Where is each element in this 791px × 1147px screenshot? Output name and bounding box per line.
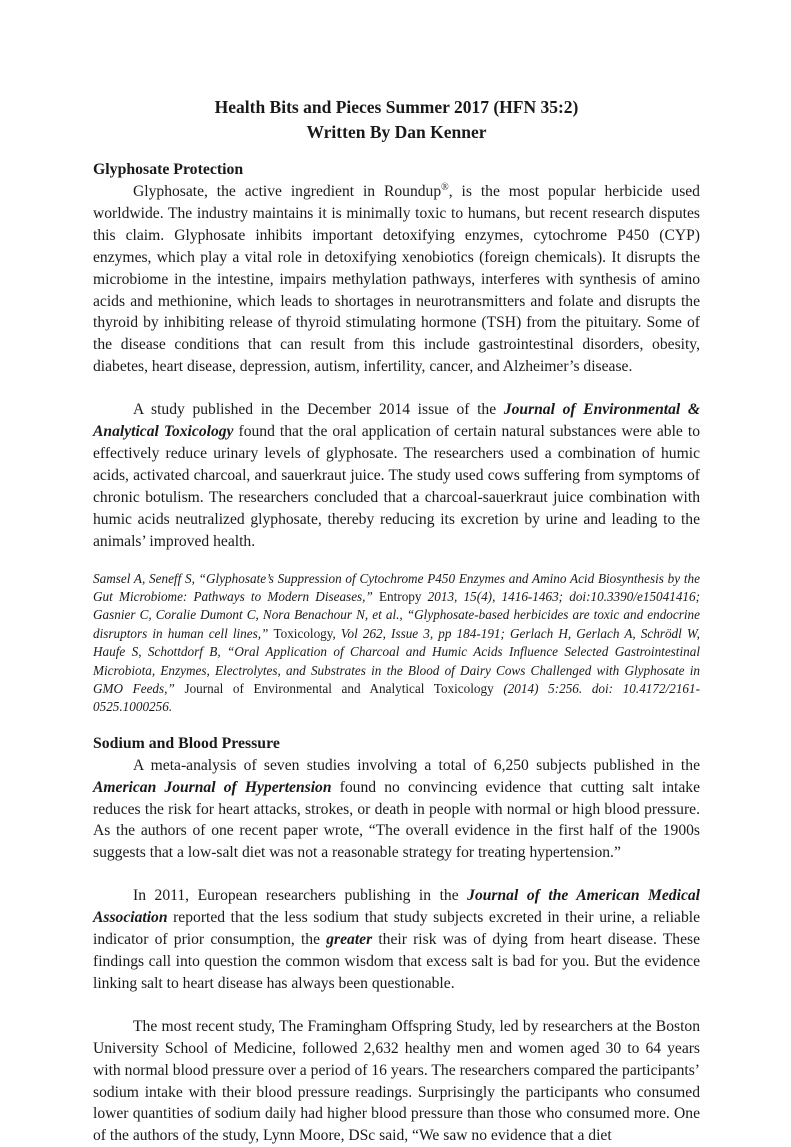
section-heading-glyphosate: Glyphosate Protection xyxy=(93,161,244,178)
paragraph-sodium-2: In 2011, European researchers publishing in the Journal of the American Medical Association reported that the less sodium that study subjects excreted in their urine, a reliable indicator of prior consumption, the greater their risk was of dying from heart disease. These findings call into question the common wisdom that excess salt is bad for you. But the evidence linking salt to heart disease has always been questionable. xyxy=(93,887,701,992)
paragraph-glyphosate-1: Glyphosate, the active ingredient in Roundup®, is the most popular herbicide used worldwide. The industry maintains it is minimally toxic to humans, but recent research disputes this claim. Glyphosate inhibits important detoxifying enzymes, cytochrome P450 (CYP) enzymes, which play a vital role in detoxifying xenobiotics (foreign chemicals). It disrupts the microbiome in the intestine, impairs methylation pathways, interferes with synthesis of amino acids and methionine, which leads to shortages in neurotransmitters and folate and disrupts the thyroid by inhibiting release of thyroid stimulating hormone (TSH) from the pituitary. Some of the disease conditions that can result from this include gastrointestinal disorders, obesity, diabetes, heart disease, depression, autism, infertility, cancer, and Alzheimer’s disease. xyxy=(93,181,700,376)
paragraph-sodium-3: The most recent study, The Framingham Offspring Study, led by researchers at the Boston University School of Medicine, followed 2,632 healthy men and women aged 30 to 64 years with normal blood pressure over a period of 16 years. The researchers compared the participants’ sodium intake with their blood pressure readings. Surprisingly the participants who consumed lower quantities of sodium daily had higher blood pressure than those who consumed more. One of the authors of the study, Lynn Moore, DSc said, “We saw no evidence that a diet xyxy=(93,1017,700,1145)
section-heading-sodium: Sodium and Blood Pressure xyxy=(93,734,280,752)
paragraph-sodium-1: A meta-analysis of seven studies involving a total of 6,250 subjects published in the American Journal of Hypertension found no convincing evidence that cutting salt intake reduces the risk for heart attacks, strokes, or death in people with normal or high blood pressure. As the authors of one recent paper wrote, “The overall evidence in the first half of the 1900s suggests that a low-salt diet was not a reasonable strategy for treating hypertension.” xyxy=(93,756,700,862)
section-sodium-blood-pressure xyxy=(93,733,700,1147)
document-title: Health Bits and Pieces Summer 2017 (HFN 35:2) xyxy=(214,97,579,117)
section-glyphosate-protection xyxy=(93,159,700,717)
paragraph-glyphosate-2: A study published in the December 2014 issue of the Journal of Environmental & Analytical Toxicology found that the oral application of certain natural substances were able to effectively reduce urinary levels of glyphosate. The researchers used a combination of humic acids, activated charcoal, and sauerkraut juice. The study used cows suffering from symptoms of chronic botulism. The researchers concluded that a charcoal-sauerkraut juice combination with humic acids neutralized glyphosate, thereby reducing its excretion by urine and leading to the animals’ improved health. xyxy=(93,401,700,550)
citation-block: Samsel A, Seneff S, “Glyphosate’s Suppression of Cytochrome P450 Enzymes and Amino Acid Biosynthesis by the Gut Microbiome: Pathways to Modern Diseases,” Entropy 2013, 15(4), 1416-1463; doi:10.3390/e15041416; Gasnier C, Coralie Dumont C, Nora Benachour N, et al., “Glyphosate-based herbicides are toxic and endocrine disruptors in human cell lines,” Toxicology, Vol 262, Issue 3, pp 184-191; Gerlach H, Gerlach A, Schrödl W, Haufe S, Schottdorf B, “Oral Application of Charcoal and Humic Acids Influence Selected Gastrointestinal Microbiota, Enzymes, Electrolytes, and Substrates in the Blood of Dairy Cows Challenged with Glyphosate in GMO Feeds,” Journal of Environmental and Analytical Toxicology (2014) 5:256. doi: 10.4172/2161-0525.1000256. xyxy=(93,570,700,715)
document-byline: Written By Dan Kenner xyxy=(306,122,487,142)
